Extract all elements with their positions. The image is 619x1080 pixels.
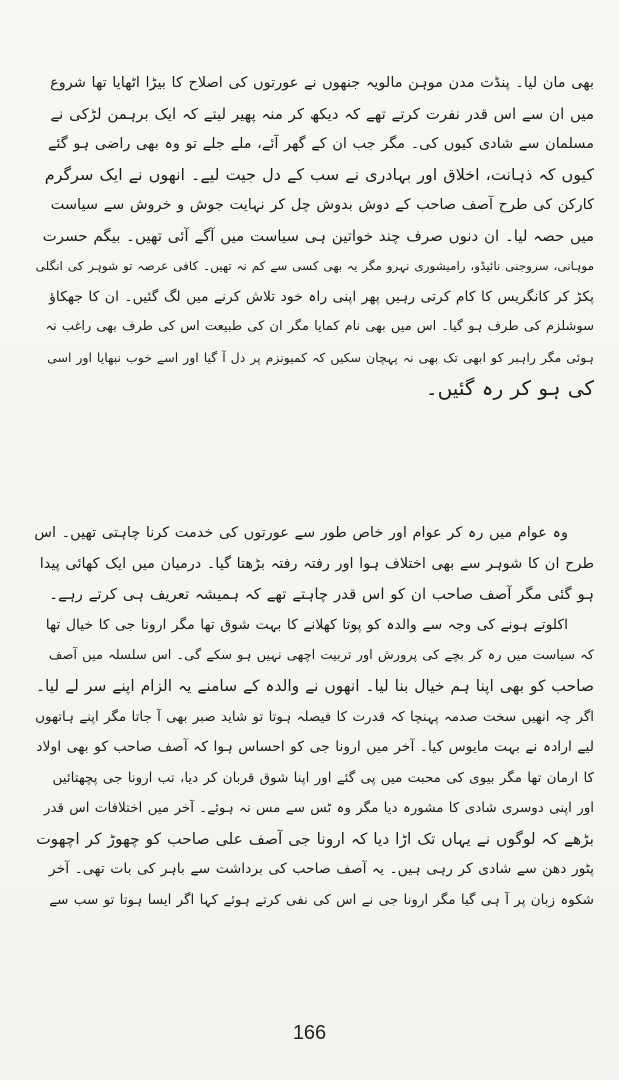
paragraph-2 [34,518,594,610]
page-number: 166 [292,1022,327,1044]
text-line: اکلوتے ہونے کی وجہ سے والدہ کو پوتا کھلانے کا بہت شوق تھا مگر ارونا جی کا خیال تھا [45,617,568,633]
text-line: سوشلزم کی طرف ہو گیا۔ اس میں بھی نام کمایا مگر ان کی طبیعت اس کی طرف بھی راغب نہ [45,319,594,334]
text-line: ہوئی مگر راہبر کو ابھی تک بھی نہ پہچان سکیں کہ کمیونزم پر دل آ گیا اور اسے خوب نبھایا اور اسی [47,349,594,365]
text-line: کارکن کی طرح آصف صاحب کے دوش بدوش چل کر نہایت جوش و خروش سے سیاست [50,197,594,213]
text-line: میں حصہ لیا۔ ان دنوں صرف چند خواتین ہی سیاست میں آگے آئی تھیں۔ بیگم حسرت [42,226,594,245]
text-line: صاحب کو بھی اپنا ہم خیال بنا لیا۔ انھوں نے والدہ کے سامنے یہ الزام اپنے سر لے لیا۔ [35,677,594,695]
text-line: بھی مان لیا۔ پنڈت مدن موہن مالویہ جنھوں نے عورتوں کی اصلاح کا بیڑا اٹھایا تھا شروع [50,75,594,91]
text-line: بڑھے کہ لوگوں نے یہاں تک اڑا دیا کہ ارونا جی آصف علی صاحب کو چھوڑ کر اچھوت [36,829,594,848]
text-line: وہ عوام میں رہ کر عوام اور خاص طور سے عورتوں کی خدمت کرنا چاہتی تھیں۔ اس [34,525,568,541]
text-line: پٹور دھن سے شادی کر رہی ہیں۔ یہ آصف صاحب کی برداشت سے باہر کی بات تھی۔ آخر [48,861,594,877]
text-line: کی ہو کر رہ گئیں۔ [425,376,594,400]
text-line: کہ سیاست میں رہ کر بچے کی پرورش اور تربیت اچھی نہیں ہو سکے گی۔ اس سلسلہ میں آصف [48,647,594,663]
text-line: مسلمان سے شادی کیوں کی۔ مگر جب ان کے گھر آئے، ملے جلے تو وہ بھی راضی ہو گئے [47,136,594,152]
paragraph-3 [34,610,594,915]
text-line: موہانی، سروجنی نائیڈو، رامیشوری نہرو مگر یہ بھی کسی سے کم نہ تھیں۔ کافی عرصہ تو شوہر کی انگلی [35,259,594,273]
text-line: کا ارمان تھا مگر بیوی کی محبت میں پی گئے اور اپنا شوق قربان کر دیا، تب ارونا جی پچھتائیں [52,769,594,786]
text-line: کیوں کہ ذہانت، اخلاق اور بہادری نے سب کے دل جیت لیے۔ انھوں نے ایک سرگرم [44,164,594,184]
text-line: میں ان سے اس قدر نفرت کرتے تھے کہ دیکھ کر منہ پھیر لیتے کہ ایک برہمن لڑکی نے [50,104,594,123]
text-line: اور اپنی دوسری شادی کا مشورہ دیا مگر وہ ٹس سے مس نہ ہوئے۔ آخر میں اختلافات اس قدر [43,800,594,816]
text-line: ہو گئی مگر آصف صاحب ان کو اس قدر چاہتے تھے کہ ہمیشہ تعریف ہی کرتے رہے۔ [49,585,594,603]
text-line: پکڑ کر کانگریس کا کام کرتی رہیں پھر اپنی راہ خود تلاش کرنے میں لگ گئیں۔ ان کا جھکاؤ [49,288,594,305]
paragraph-1 [34,68,594,404]
text-line: اگر چہ انھیں سخت صدمہ پہنچا کہ قدرت کا فیصلہ ہوتا تو شاید صبر بھی آ جاتا مگر اپنے ہاتھوں [35,708,594,725]
text-line: شکوہ زبان پر آ ہی گیا مگر ارونا جی نے اس کی نفی کرتے ہوئے کہا اگر ایسا ہوتا تو سب سے [49,891,594,908]
text-line: لیے ارادہ نے بہت مایوس کیا۔ آخر میں ارونا جی کو احساس ہوا کہ آصف صاحب کو بھی اولاد [36,739,594,755]
text-line: طرح ان کا شوہر سے بھی اختلاف ہوا اور رفتہ رفتہ بڑھتا گیا۔ درمیان میں ایک کھائی پیدا [39,555,594,572]
